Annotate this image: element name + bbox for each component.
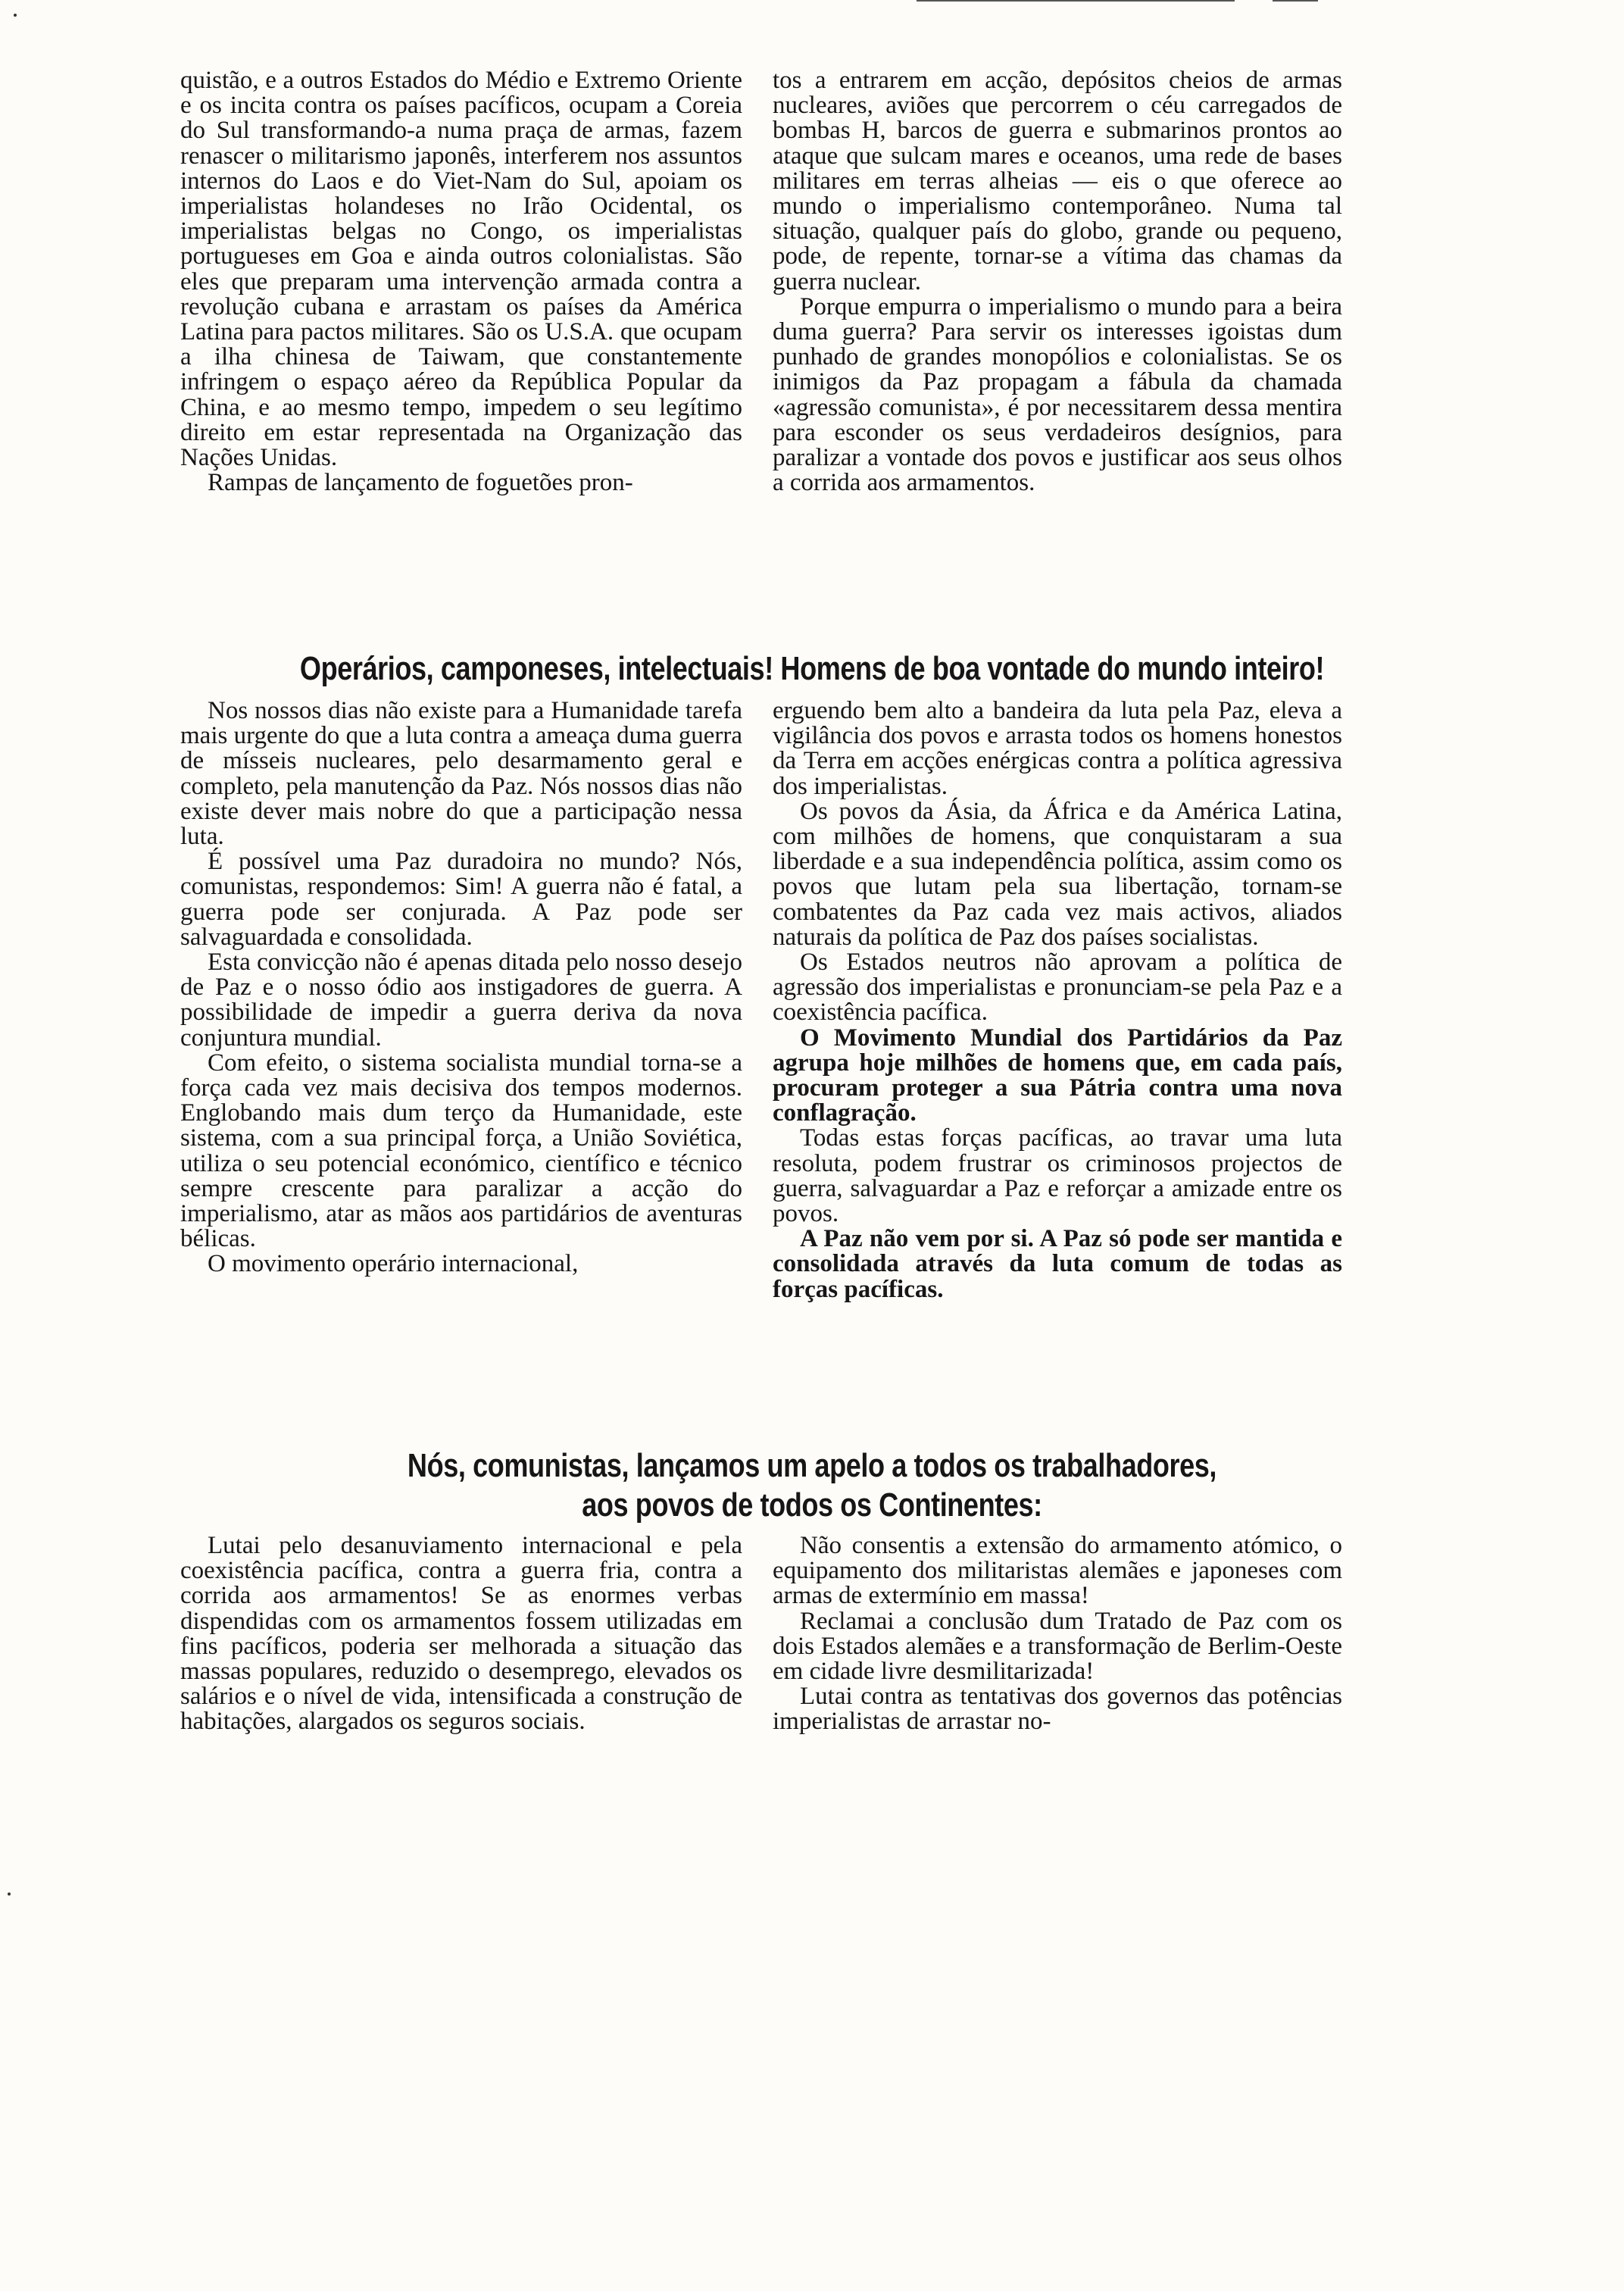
top-edge-rule-short: [1273, 0, 1318, 2]
section1-right-column: [773, 68, 1342, 495]
paragraph: O movimento operário internacional,: [208, 1250, 579, 1278]
paragraph: Não consentis a extensão do armamento atómico, o equipamento dos militaristas alemães e japoneses com armas de extermínio em massa!: [773, 1532, 1342, 1610]
paragraph: Reclamai a conclusão dum Tratado de Paz com os dois Estados alemães e a transformação de Berlim-Oeste em cidade livre desmilitarizada!: [773, 1607, 1342, 1686]
section2-left-column: [180, 699, 742, 1277]
paragraph: A Paz não vem por si. A Paz só pode ser mantida e consolidada através da luta comum de todas as forças pacíficas.: [773, 1225, 1342, 1303]
section3-left-column: [180, 1533, 742, 1735]
paragraph: Porque empurra o imperialismo o mundo para a beira duma guerra? Para servir os interesses igoistas dum punhado de grandes monopólios e colonialistas. Se os inimigos da Paz propagam a fábula da chamada «agressão comunista», é por necessitarem dessa mentira para esconder os seus verdadeiros desígnios, para paralizar a vontade dos povos e justificar aos seus olhos a corrida aos armamentos.: [773, 292, 1342, 497]
paragraph: Todas estas forças pacíficas, ao travar uma luta resoluta, podem frustrar os criminosos projectos de guerra, salvaguardar a Paz e reforçar a amizade entre os povos.: [773, 1124, 1342, 1228]
paragraph: tos a entrarem em acção, depósitos cheios de armas nucleares, aviões que percorrem o céu carregados de bombas H, barcos de guerra e submarinos prontos ao ataque que sulcam mares e oceanos, uma rede de bases militares em terras alheias — eis o que oferece ao mundo o imperialismo contemporâneo. Numa tal situação, qualquer país do globo, grande ou pequeno, pode, de repente, tornar-se a vítima das chamas da guerra nuclear.: [773, 67, 1342, 295]
paragraph: Os Estados neutros não aprovam a política de agressão dos imperialistas e pronunciam-se pela Paz e a coexistência pacífica.: [773, 949, 1342, 1027]
paragraph: É possível uma Paz duradoira no mundo? Nós, comunistas, respondemos: Sim! A guerra não é fatal, a guerra pode ser conjurada. A Paz pode ser salvaguardada e consolidada.: [180, 848, 742, 951]
paragraph: erguendo bem alto a bandeira da luta pela Paz, eleva a vigilância dos povos e arrasta todos os homens honestos da Terra em acções enérgicas contra a política agressiva dos imperialistas.: [773, 697, 1342, 800]
section-heading: Nós, comunistas, lançamos um apelo a todos os trabalhadores,: [407, 1447, 1217, 1484]
section-heading: aos povos de todos os Continentes:: [582, 1486, 1042, 1524]
section-heading: Operários, camponeses, intelectuais! Homens de boa vontade do mundo inteiro!: [299, 650, 1325, 687]
paragraph: Lutai pelo desanuviamento internacional e pela coexistência pacífica, contra a guerra fria, contra a corrida aos armamentos! Se as enormes verbas dispendidas com os armamentos fossem utilizadas em fins pacíficos, poderia ser melhorada a situação das massas populares, reduzido o desemprego, elevados os salários e o nível de vida, intensificada a construção de habitações, alargados os seguros sociais.: [180, 1532, 742, 1736]
section2-right-column: [773, 699, 1342, 1302]
paragraph: Esta convicção não é apenas ditada pelo nosso desejo de Paz e o nosso ódio aos instigadores de guerra. A possibilidade de impedir a guerra deriva da nova conjuntura mundial.: [180, 949, 742, 1052]
paragraph: Nos nossos dias não existe para a Humanidade tarefa mais urgente do que a luta contra a ameaça duma guerra de mísseis nucleares, pelo desarmamento geral e completo, pela manutenção da Paz. Nós nossos dias não existe dever mais nobre do que a participação nessa luta.: [180, 697, 742, 851]
paragraph: quistão, e a outros Estados do Médio e Extremo Oriente e os incita contra os países pacíficos, ocupam a Coreia do Sul transformando-a numa praça de armas, fazem renascer o militarismo japonês, interferem nos assuntos internos do Laos e do Viet-Nam do Sul, apoiam os imperialistas holandeses no Irão Ocidental, os imperialistas belgas no Congo, os imperialistas portugueses em Goa e ainda outros colonialistas. São eles que preparam uma intervenção armada contra a revolução cubana e arrastam os países da América Latina para pactos militares. São os U.S.A. que ocupam a ilha chinesa de Taiwam, que constantemente infringem o espaço aéreo da República Popular da China, e ao mesmo tempo, impedem o seu legítimo direito em estar representada na Organização das Nações Unidas.: [180, 67, 742, 472]
section1-left-column: [180, 68, 742, 495]
paragraph: Os povos da Ásia, da África e da América Latina, com milhões de homens, que conquistaram a sua liberdade e a sua independência política, assim como os povos que lutam pela sua libertação, tornam-se combatentes da Paz cada vez mais activos, aliados naturais da política de Paz dos países socialistas.: [773, 797, 1342, 951]
paragraph: Com efeito, o sistema socialista mundial torna-se a força cada vez mais decisiva dos tempos modernos. Englobando mais dum terço da Humanidade, este sistema, com a sua principal força, a União Soviética, utiliza o seu potencial económico, científico e técnico sempre crescente para paralizar a acção do imperialismo, atar as mãos aos partidários de aventuras bélicas.: [180, 1049, 742, 1253]
paragraph: O Movimento Mundial dos Partidários da Paz agrupa hoje milhões de homens que, em cada país, procuram proteger a sua Pátria contra uma nova conflagração.: [773, 1024, 1342, 1127]
margin-speck: [8, 1892, 11, 1896]
margin-speck: [14, 14, 17, 17]
paragraph: Rampas de lançamento de foguetões pron-: [208, 469, 633, 497]
paragraph: Lutai contra as tentativas dos governos das potências imperialistas de arrastar no-: [773, 1683, 1342, 1736]
top-edge-rule: [917, 0, 1235, 2]
section3-right-column: [773, 1533, 1342, 1735]
